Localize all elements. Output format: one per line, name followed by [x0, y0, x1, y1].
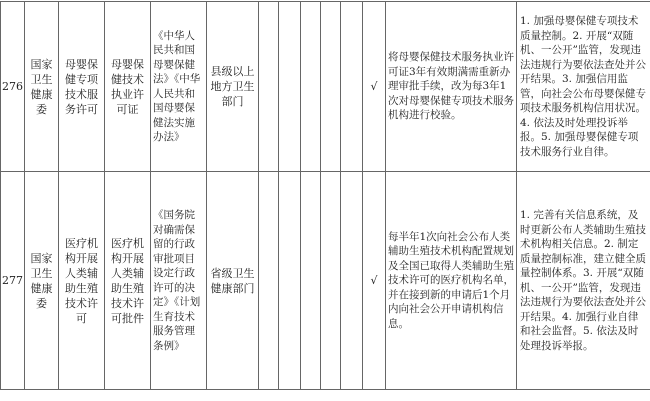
empty-cell: [279, 172, 301, 390]
empty-cell: [341, 172, 363, 390]
empty-cell: [341, 2, 363, 172]
empty-cell: [279, 2, 301, 172]
table-row: [1, 2, 650, 172]
row-number: 277: [1, 172, 25, 390]
check-mark-cell: √: [363, 172, 386, 390]
legal-basis-cell: 《中华人民共和国母婴保健法》《中华人民共和国母婴保健法实施办法》: [151, 2, 207, 172]
table-row: [1, 172, 650, 390]
empty-cell: [259, 2, 279, 172]
license-name-cell: 医疗机构开展人类辅助生殖技术许可批件: [105, 172, 151, 390]
empty-cell: [321, 2, 341, 172]
empty-cell: [321, 172, 341, 390]
reform-measure-cell: 将母婴保健技术服务执业许可证3年有效期满需重新办理审批手续，改为每3年1次对母婴保健专项技术服务机构进行校验。: [386, 2, 517, 172]
approving-authority-cell: 省级卫生健康部门: [207, 172, 259, 390]
empty-cell: [301, 2, 321, 172]
empty-cell: [301, 172, 321, 390]
department-cell: 国家卫生健康委: [25, 172, 59, 390]
check-mark-cell: √: [363, 2, 386, 172]
department-cell: 国家卫生健康委: [25, 2, 59, 172]
approving-authority-cell: 县级以上地方卫生部门: [207, 2, 259, 172]
row-number: 276: [1, 2, 25, 172]
item-name-cell: 医疗机构开展人类辅助生殖技术许可: [59, 172, 105, 390]
license-reform-table: [0, 1, 650, 390]
supervision-measures-cell: 1. 加强母婴保健专项技术质量控制。2. 开展“双随机、一公开”监管，发现违法违规行为要依法查处并公开结果。3. 加强信用监管，向社会公布母婴保健专项技术服务机构信用状况。4. 依法及时处理投诉举报。5. 加强母婴保健专项技术服务行业自律。: [517, 2, 650, 172]
license-name-cell: 母婴保健技术执业许可证: [105, 2, 151, 172]
empty-cell: [259, 172, 279, 390]
legal-basis-cell: 《国务院对确需保留的行政审批项目设定行政许可的决定》《计划生育技术服务管理条例》: [151, 172, 207, 390]
item-name-cell: 母婴保健专项技术服务许可: [59, 2, 105, 172]
reform-measure-cell: 每半年1次向社会公布人类辅助生殖技术机构配置规划及全国已取得人类辅助生殖技术许可的医疗机构名单，并在接到新的申请后1个月内向社会公开申请机构信息。: [386, 172, 517, 390]
supervision-measures-cell: 1. 完善有关信息系统，及时更新公布人类辅助生殖技术机构相关信息。2. 制定质量控制标准，建立健全质量控制体系。3. 开展“双随机、一公开”监管，发现违法违规行为要依法查处并公开结果。4. 加强行业自律和社会监督。5. 依法及时处理投诉举报。: [517, 172, 650, 390]
